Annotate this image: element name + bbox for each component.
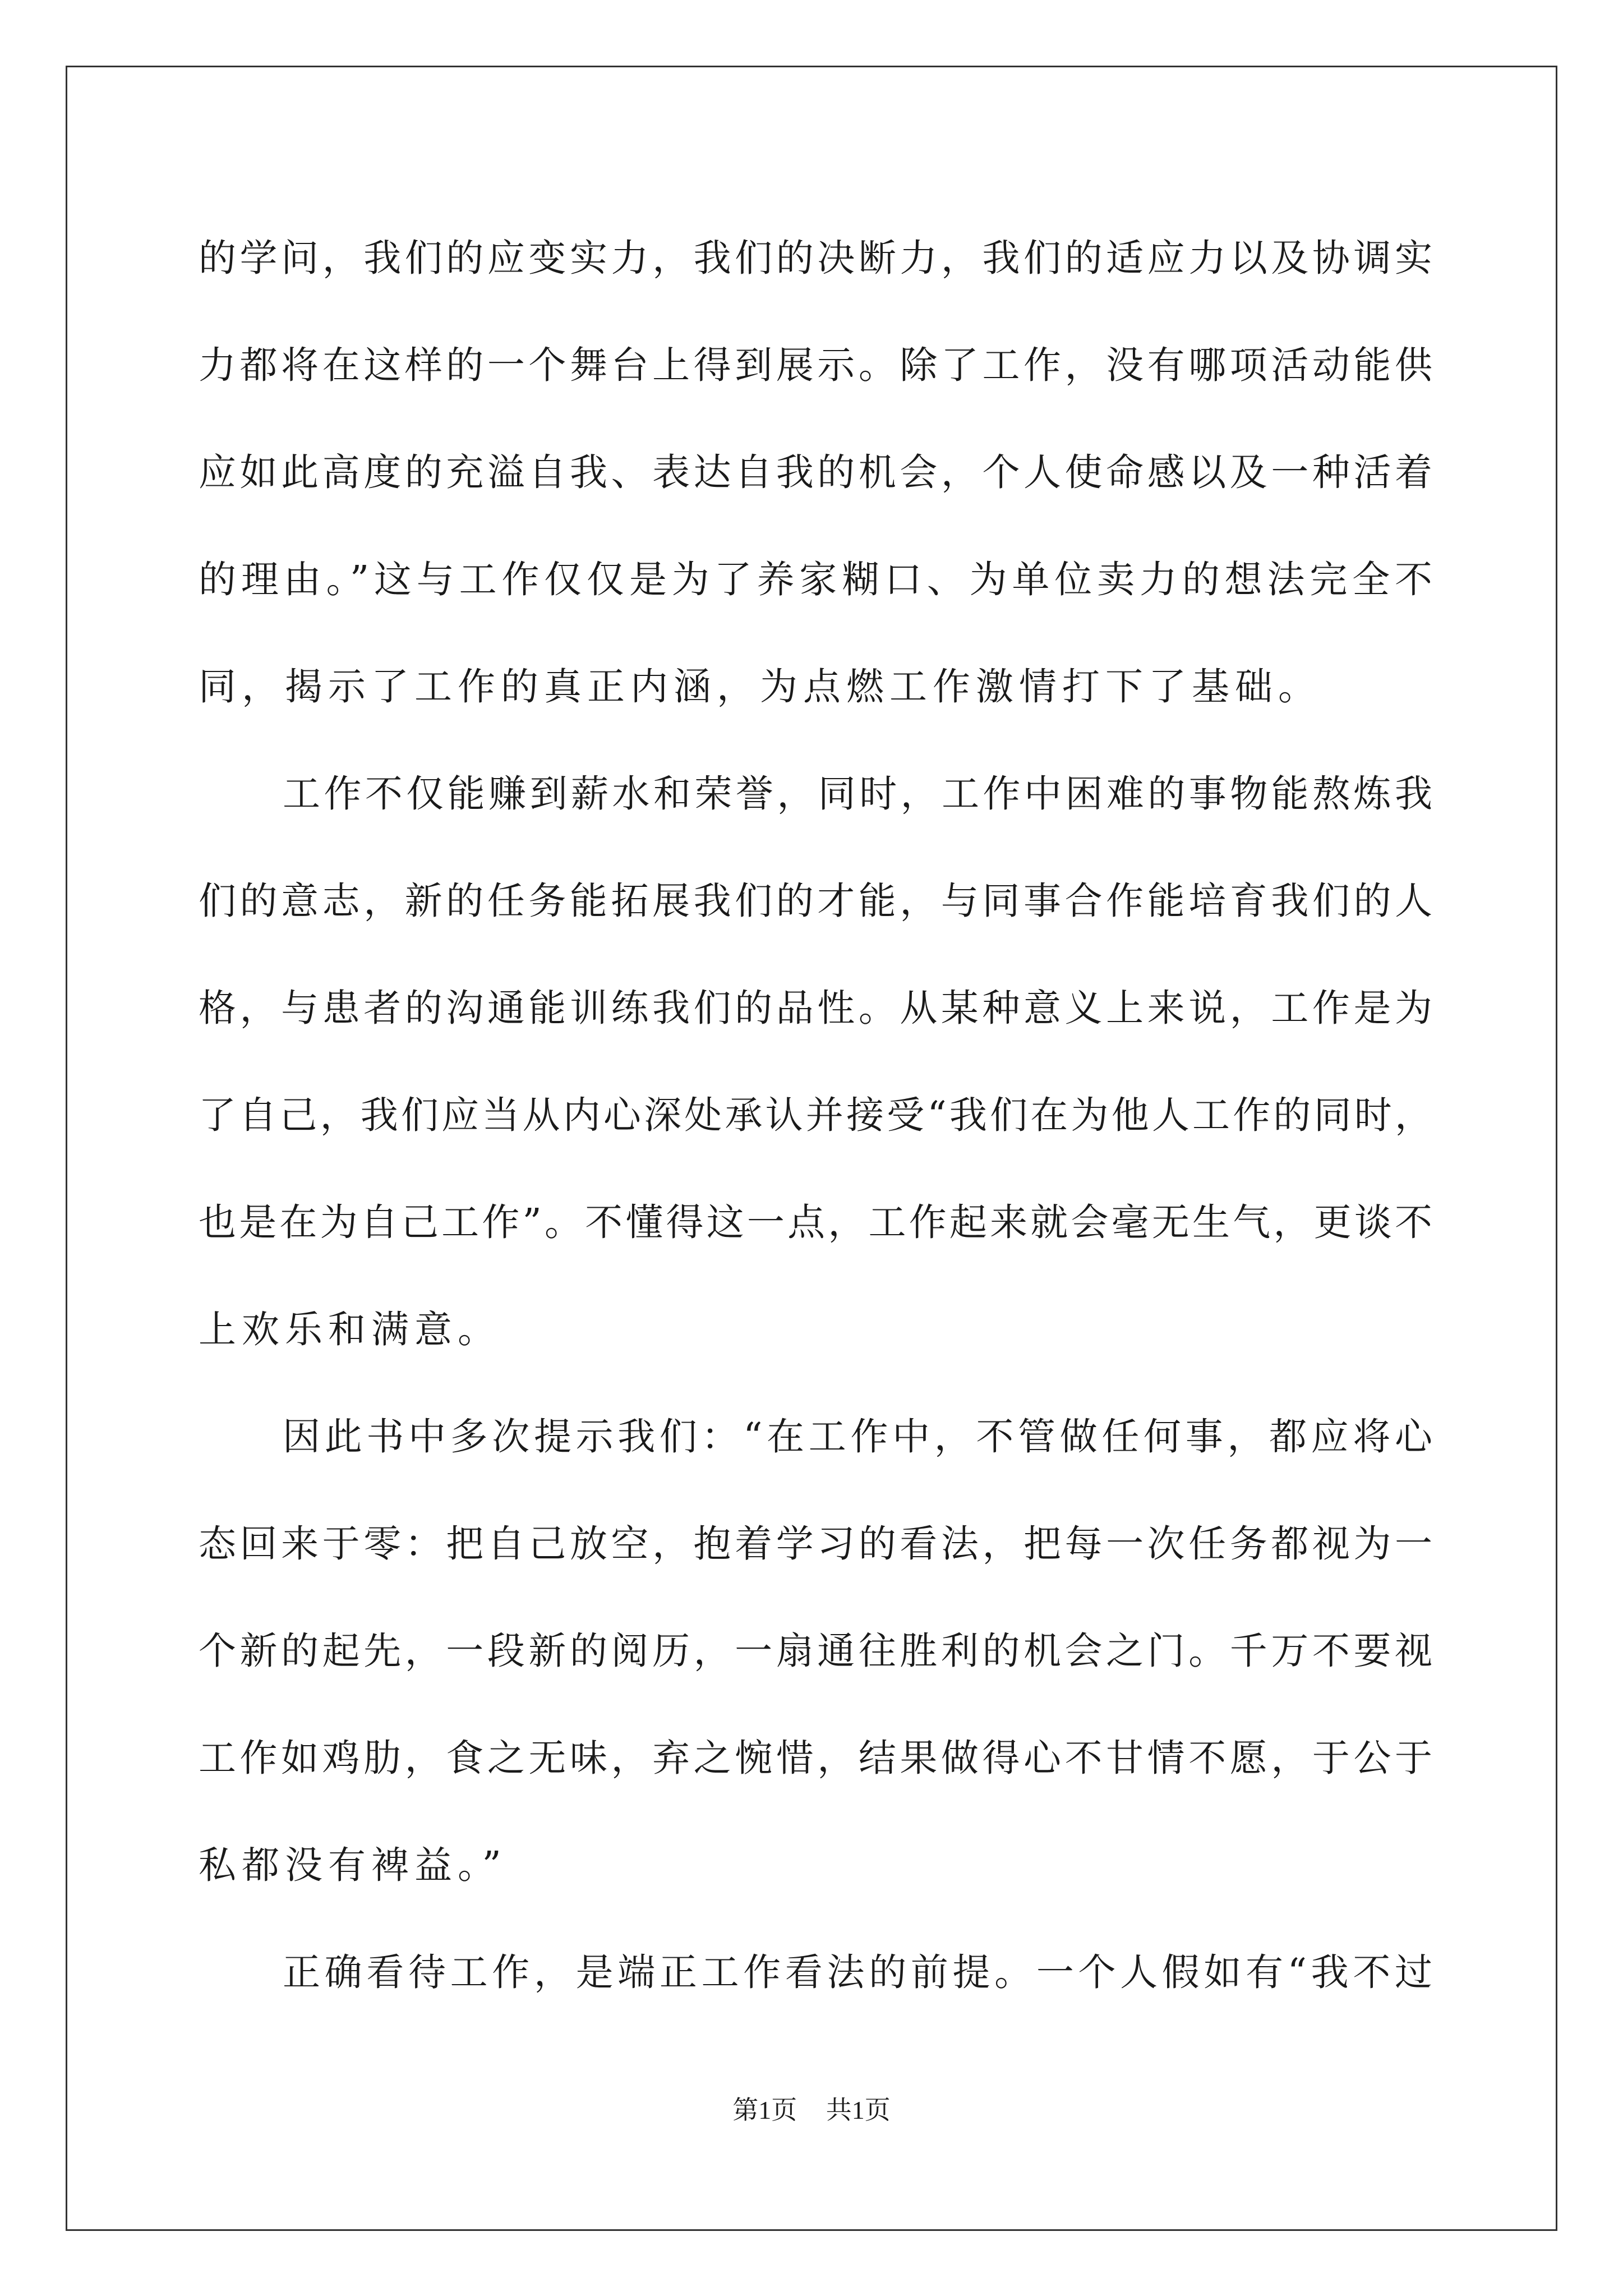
page-number-total: 共1页	[826, 2096, 891, 2124]
page-footer	[0, 2090, 1623, 2127]
paragraph-line: 私都没有裨益。”	[199, 1843, 507, 1887]
paragraph-line: 的学问，我们的应变实力，我们的决断力，我们的适应力以及协调实	[199, 236, 1432, 280]
paragraph-line: 应如此高度的充溢自我、表达自我的机会，个人使命感以及一种活着	[199, 450, 1432, 494]
paragraph-first-line: 正确看待工作，是端正工作看法的前提。一个人假如有“我不过	[283, 1950, 1432, 1994]
paragraph-line: 了自己，我们应当从内心深处承认并接受“我们在为他人工作的同时，	[199, 1093, 1432, 1137]
paragraph-first-line: 因此书中多次提示我们：“在工作中，不管做任何事，都应将心	[283, 1415, 1432, 1458]
document-body	[199, 205, 1432, 2026]
paragraph-line: 同，揭示了工作的真正内涵，为点燃工作激情打下了基础。	[199, 665, 1321, 708]
paragraph-line: 个新的起先，一段新的阅历，一扇通往胜利的机会之门。千万不要视	[199, 1629, 1432, 1673]
paragraph-line: 格，与患者的沟通能训练我们的品性。从某种意义上来说，工作是为	[199, 986, 1432, 1030]
page-number-current: 第1页	[732, 2096, 797, 2124]
paragraph-line: 态回来于零：把自己放空，抱着学习的看法，把每一次任务都视为一	[199, 1522, 1432, 1566]
paragraph-line: 的理由。”这与工作仅仅是为了养家糊口、为单位卖力的想法完全不	[199, 558, 1432, 601]
paragraph-line: 也是在为自己工作”。不懂得这一点，工作起来就会毫无生气，更谈不	[199, 1200, 1432, 1244]
paragraph-line: 上欢乐和满意。	[199, 1308, 501, 1351]
paragraph-line: 工作如鸡肋，食之无味，弃之惋惜，结果做得心不甘情不愿，于公于	[199, 1736, 1432, 1780]
paragraph-line: 们的意志，新的任务能拓展我们的才能，与同事合作能培育我们的人	[199, 879, 1432, 923]
paragraph-first-line: 工作不仅能赚到薪水和荣誉，同时，工作中困难的事物能熬炼我	[283, 772, 1432, 816]
paragraph-line: 力都将在这样的一个舞台上得到展示。除了工作，没有哪项活动能供	[199, 343, 1432, 387]
